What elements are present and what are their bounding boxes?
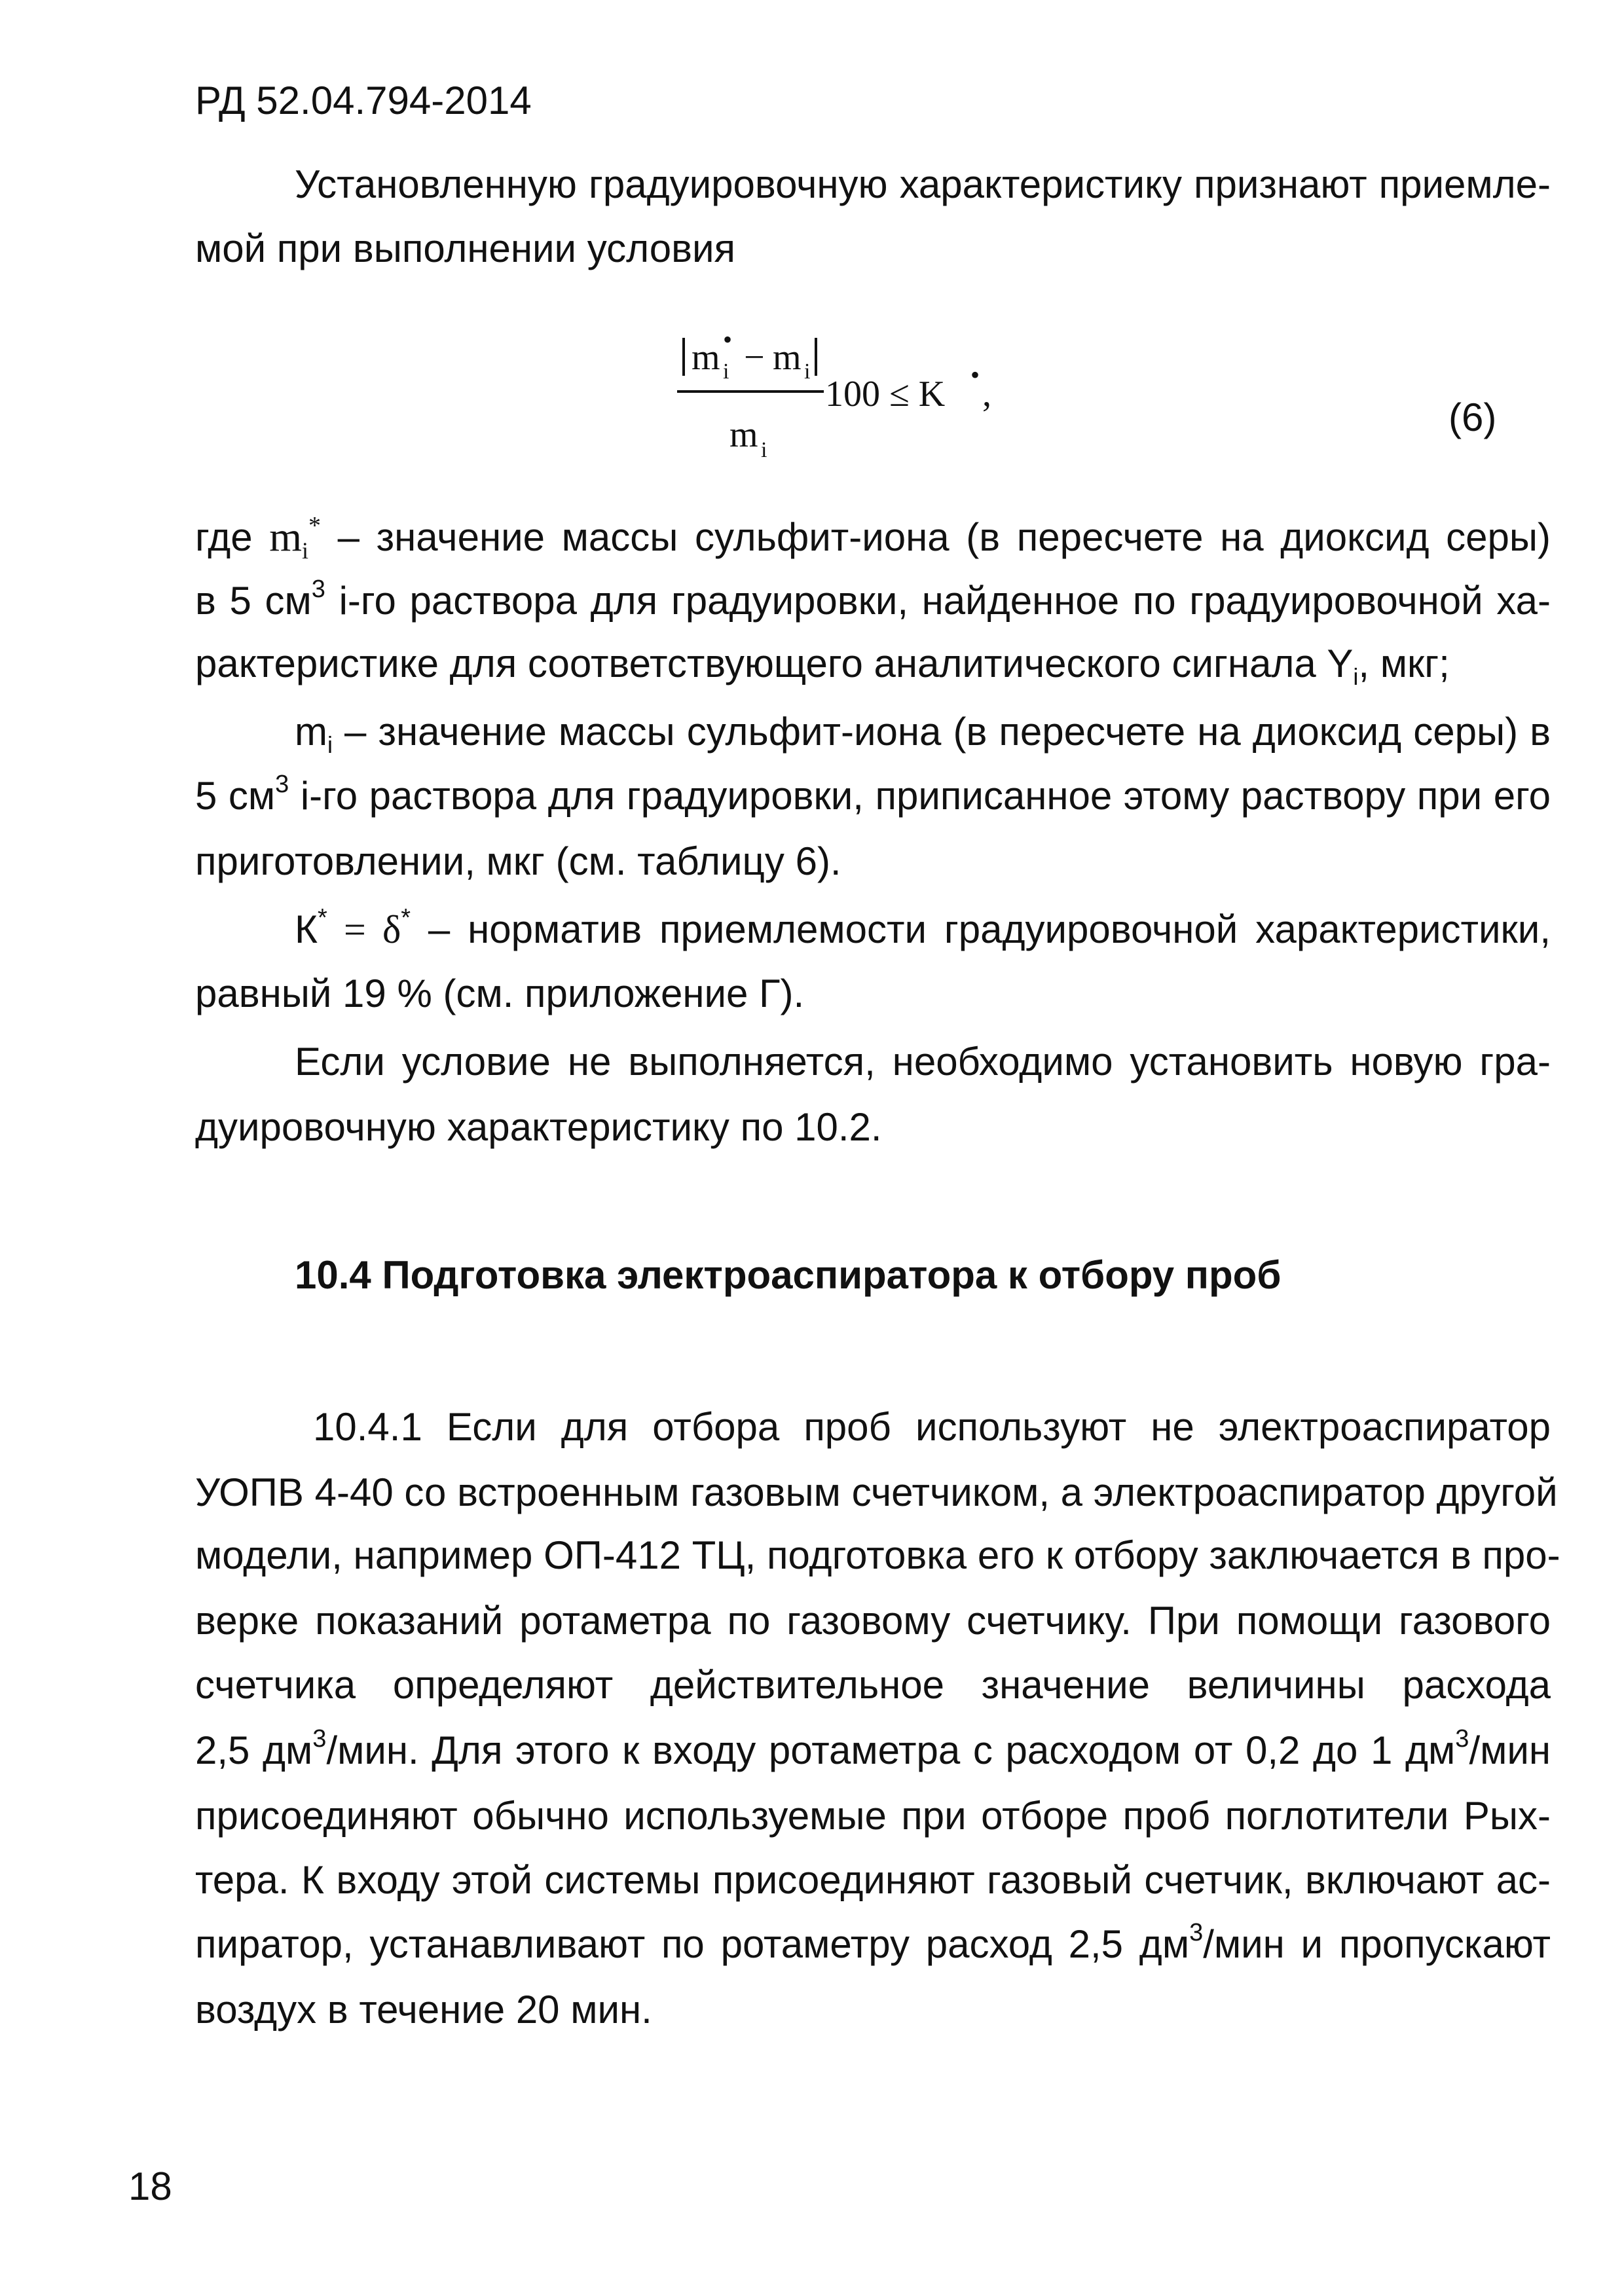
- svg-text:•: •: [970, 360, 980, 390]
- k-line-2: равный 19 % (см. приложение Г).: [195, 972, 805, 1015]
- svg-text:,: ,: [982, 374, 991, 414]
- para-line-5: счетчика определяют действительное значение величины расхода: [195, 1663, 1551, 1707]
- document-code-header: РД 52.04.794-2014: [195, 79, 532, 122]
- where-line-1-text: – значение массы сульфит-иона (в пересчете на диоксид серы): [337, 515, 1551, 559]
- svg-text:m: m: [773, 337, 802, 378]
- where-line-1: [195, 512, 1551, 564]
- section-heading: 10.4 Подготовка электроаспиратора к отбору проб: [295, 1253, 1282, 1297]
- para-line-4: верке показаний ротаметра по газовому счетчику. При помощи газового: [195, 1599, 1551, 1643]
- mi-line-3: приготовлении, мкг (см. таблицу 6).: [195, 839, 841, 883]
- para-line-6: 2,5 $дм^3$/мин. Для этого к входу ротаметра с расходом от 0,2 до 1 $дм^3$/мин: [195, 1725, 1551, 1772]
- symbol-m-i-star: $m_i^*$: [269, 512, 321, 564]
- svg-text:m: m: [729, 414, 758, 455]
- k-line-1: К* = δ* – норматив приемлемости градуировочной характеристики,: [295, 904, 1551, 951]
- intro-line-2: мой при выполнении условия: [195, 227, 735, 270]
- else-line-1: Если условие не выполняется, необходимо установить новую гра-: [295, 1040, 1551, 1084]
- svg-text:i: i: [804, 359, 811, 384]
- else-line-2: дуировочную характеристику по 10.2.: [195, 1105, 882, 1149]
- para-line-3: модели, например ОП-412 ТЦ, подготовка его к отбору заключается в про-: [195, 1533, 1560, 1577]
- svg-text:m: m: [692, 337, 720, 378]
- page-number: 18: [128, 2164, 172, 2208]
- svg-text:−: −: [744, 337, 765, 378]
- mi-line-1: $m_i$ – значение массы сульфит-иона (в пересчете на диоксид серы) в: [295, 710, 1551, 758]
- para-line-2: УОПВ 4-40 со встроенным газовым счетчиком, а электроаспиратор другой: [195, 1470, 1558, 1514]
- svg-text:•: •: [723, 329, 733, 354]
- svg-text:i: i: [723, 359, 729, 384]
- para-line-9: пиратор, устанавливают по ротаметру расход 2,5 $дм^3$/мин и пропускают: [195, 1919, 1551, 1966]
- where-line-3: рактеристике для соответствующего аналитического сигнала $Y_i$, мкг;: [195, 642, 1450, 690]
- para-line-8: тера. К входу этой системы присоединяют газовый счетчик, включают ас-: [195, 1858, 1551, 1902]
- para-line-7: присоединяют обычно используемые при отборе проб поглотители Рых-: [195, 1794, 1551, 1838]
- where-word: где: [195, 515, 253, 559]
- svg-text:100 ≤ K: 100 ≤ K: [825, 374, 946, 414]
- acceptance-condition-formula: [674, 329, 1015, 466]
- where-line-2: в 5 $см^3$ i-го раствора для градуировки, найденное по градуировочной ха-: [195, 575, 1551, 623]
- svg-text:i: i: [761, 438, 767, 462]
- formula-number: (6): [1449, 395, 1497, 439]
- mi-line-2: 5 $см^3$ i-го раствора для градуировки, приписанное этому раствору при его: [195, 771, 1551, 818]
- para-line-1: 10.4.1 Если для отбора проб используют не электроаспиратор: [313, 1405, 1551, 1449]
- intro-line-1: Установленную градуировочную характеристику признают приемле-: [295, 162, 1551, 206]
- para-line-10: воздух в течение 20 мин.: [195, 1988, 652, 2032]
